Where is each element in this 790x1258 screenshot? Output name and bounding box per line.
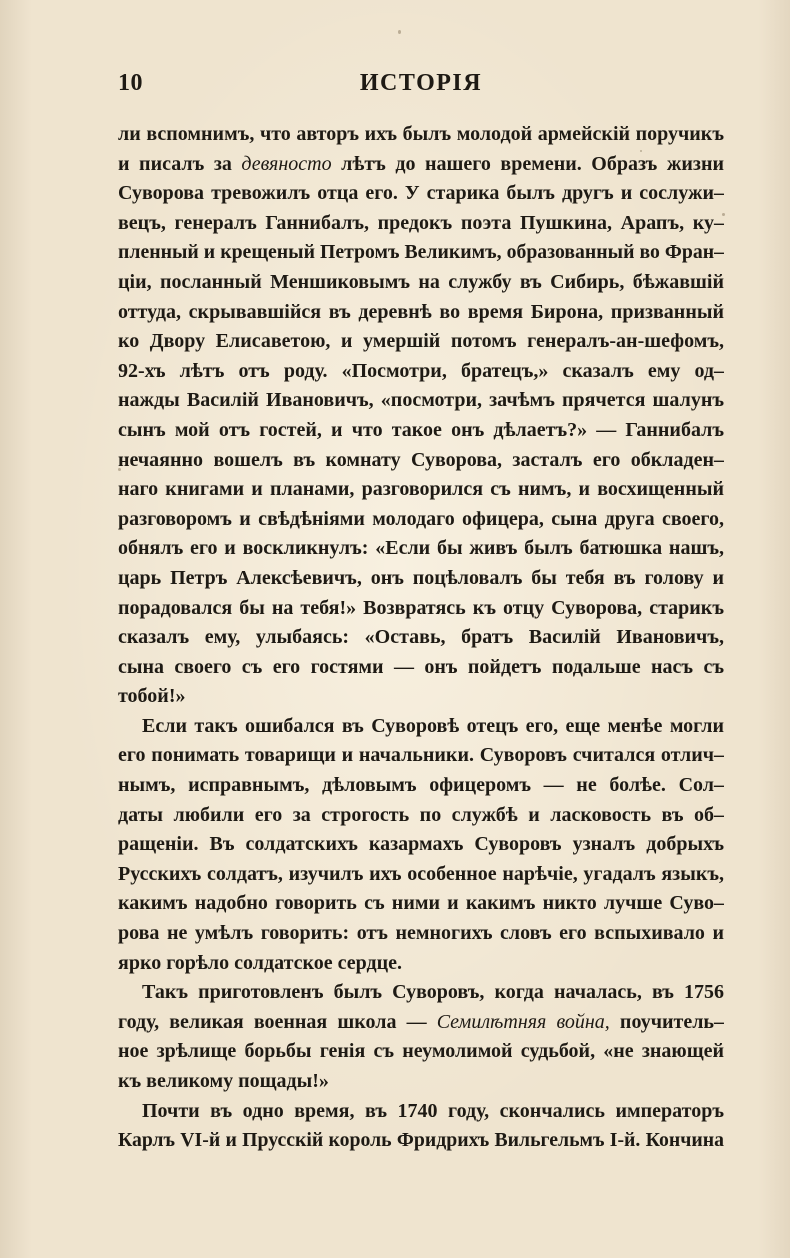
- paper-speck: [722, 213, 725, 216]
- paper-speck: [640, 150, 642, 152]
- text-segment: и писалъ за: [118, 152, 242, 175]
- text-segment: нымъ, исправнымъ, дѣловымъ офицеромъ — не болѣе. Сол–: [118, 774, 724, 797]
- text-line: [118, 209, 724, 239]
- text-segment: лѣтъ до нашего времени. Образъ жизни: [331, 152, 724, 175]
- text-line: [118, 534, 724, 564]
- text-segment: наго книгами и планами, разговорился съ нимъ, и восхищенный: [118, 478, 724, 501]
- text-segment: ціи, посланный Меншиковымъ на службу въ Сибирь, бѣжавшій: [118, 270, 724, 293]
- text-segment: тобой!»: [118, 685, 186, 708]
- body-text: [118, 120, 724, 1156]
- text-segment: Суворова тревожилъ отца его. У старика былъ другъ и сослужи–: [118, 182, 724, 205]
- text-segment: къ великому пощады!»: [118, 1070, 329, 1092]
- text-line: [118, 919, 724, 949]
- text-segment: ко Двору Елисаветою, и умершій потомъ генералъ-ан-шефомъ,: [118, 330, 724, 353]
- text-segment: царь Петръ Алексѣевичъ, онъ поцѣловалъ бы тебя въ голову и: [118, 566, 724, 589]
- text-line: [118, 268, 724, 298]
- text-segment: порадовался бы на тебя!» Возвратясь къ отцу Суворова, старикъ: [118, 596, 724, 619]
- text-segment: пленный и крещеный Петромъ Великимъ, образованный во Фран–: [118, 241, 724, 264]
- text-line: [118, 860, 724, 890]
- text-segment: ярко горѣло солдатское сердце.: [118, 951, 403, 974]
- text-line: [118, 327, 724, 357]
- page-number: 10: [118, 70, 143, 96]
- text-segment: сынъ мой отъ гостей, и что такое онъ дѣлаетъ?» — Ганнибалъ: [118, 418, 724, 441]
- text-segment: Русскихъ солдатъ, изучилъ ихъ особенное нарѣчіе, угадалъ языкъ,: [118, 862, 724, 885]
- text-segment: рова не умѣлъ говорить: отъ немногихъ словъ его вспыхивало и: [118, 922, 724, 945]
- text-segment: обнялъ его и воскликнулъ: «Если бы живъ былъ батюшка нашъ,: [118, 537, 724, 560]
- text-segment: году, великая военная школа —: [118, 1010, 437, 1033]
- text-segment: сына своего съ его гостями — онъ пойдетъ подальше насъ съ: [118, 655, 724, 678]
- text-line: [118, 801, 724, 831]
- text-line: [118, 949, 724, 979]
- text-line: [118, 446, 724, 476]
- text-line: [118, 238, 724, 268]
- text-line: [118, 1126, 724, 1156]
- text-segment: поучитель–: [609, 1010, 724, 1033]
- text-line: [118, 1097, 724, 1127]
- text-line: [118, 564, 724, 594]
- text-line: [118, 475, 724, 505]
- text-line: [118, 1037, 724, 1067]
- text-segment: Почти въ одно время, въ 1740 году, скончались императоръ: [142, 1099, 724, 1122]
- page-header: [118, 70, 724, 104]
- running-title: ИСТОРІЯ: [359, 70, 483, 96]
- text-line: [118, 179, 724, 209]
- text-segment: нечаянно вошелъ въ комнату Суворова, засталъ его обкладен–: [118, 448, 724, 471]
- text-line: [118, 120, 724, 150]
- paper-speck: [398, 30, 401, 34]
- text-segment: вецъ, генералъ Ганнибалъ, предокъ поэта Пушкина, Арапъ, ку–: [118, 211, 724, 234]
- text-segment: Если такъ ошибался въ Суворовѣ отецъ его, еще менѣе могли: [142, 714, 724, 737]
- text-segment: Такъ приготовленъ былъ Суворовъ, когда началась, въ 1756: [142, 981, 724, 1004]
- text-segment: его понимать товарищи и начальники. Суворовъ считался отлич–: [118, 744, 724, 767]
- text-line: [118, 741, 724, 771]
- text-line: [118, 623, 724, 653]
- text-segment: 92-хъ лѣтъ отъ роду. «Посмотри, братецъ,» сказалъ ему од–: [118, 359, 724, 382]
- text-line: [118, 386, 724, 416]
- text-line: [118, 150, 724, 180]
- text-line: [118, 1008, 724, 1038]
- text-segment: ное зрѣлище борьбы генія съ неумолимой судьбой, «не знающей: [118, 1040, 724, 1063]
- text-line: [118, 889, 724, 919]
- text-segment: нажды Василій Ивановичъ, «посмотри, зачѣмъ прячется шалунъ: [118, 389, 724, 412]
- text-line: [118, 653, 724, 683]
- text-line: [118, 682, 724, 712]
- text-line: [118, 978, 724, 1008]
- text-line: [118, 298, 724, 328]
- text-line: [118, 505, 724, 535]
- text-segment: какимъ надобно говорить съ ними и какимъ никто лучше Суво–: [118, 892, 724, 915]
- text-segment: ли вспомнимъ, что авторъ ихъ былъ молодой армейскій поручикъ: [118, 123, 724, 145]
- text-line: [118, 830, 724, 860]
- text-line: [118, 594, 724, 624]
- italic-text-segment: Семилѣтняя война,: [436, 1010, 610, 1033]
- text-line: [118, 1067, 724, 1097]
- text-segment: сказалъ ему, улыбаясь: «Оставь, братъ Василій Ивановичъ,: [118, 626, 724, 649]
- text-segment: ращеніи. Въ солдатскихъ казармахъ Суворовъ узналъ добрыхъ: [118, 833, 724, 856]
- text-line: [118, 771, 724, 801]
- text-line: [118, 416, 724, 446]
- italic-text-segment: девяносто: [241, 152, 332, 175]
- text-line: [118, 357, 724, 387]
- paper-speck: [118, 468, 121, 471]
- text-line: [118, 712, 724, 742]
- text-segment: Карлъ VI-й и Прусскій король Фридрихъ Вильгельмъ I-й. Кончина: [118, 1129, 724, 1152]
- text-segment: оттуда, скрывавшійся въ деревнѣ во время Бирона, призванный: [118, 300, 724, 323]
- text-segment: даты любили его за строгость по службѣ и ласковость въ об–: [118, 803, 724, 826]
- text-segment: разговоромъ и свѣдѣніями молодаго офицера, сына друга своего,: [118, 507, 724, 530]
